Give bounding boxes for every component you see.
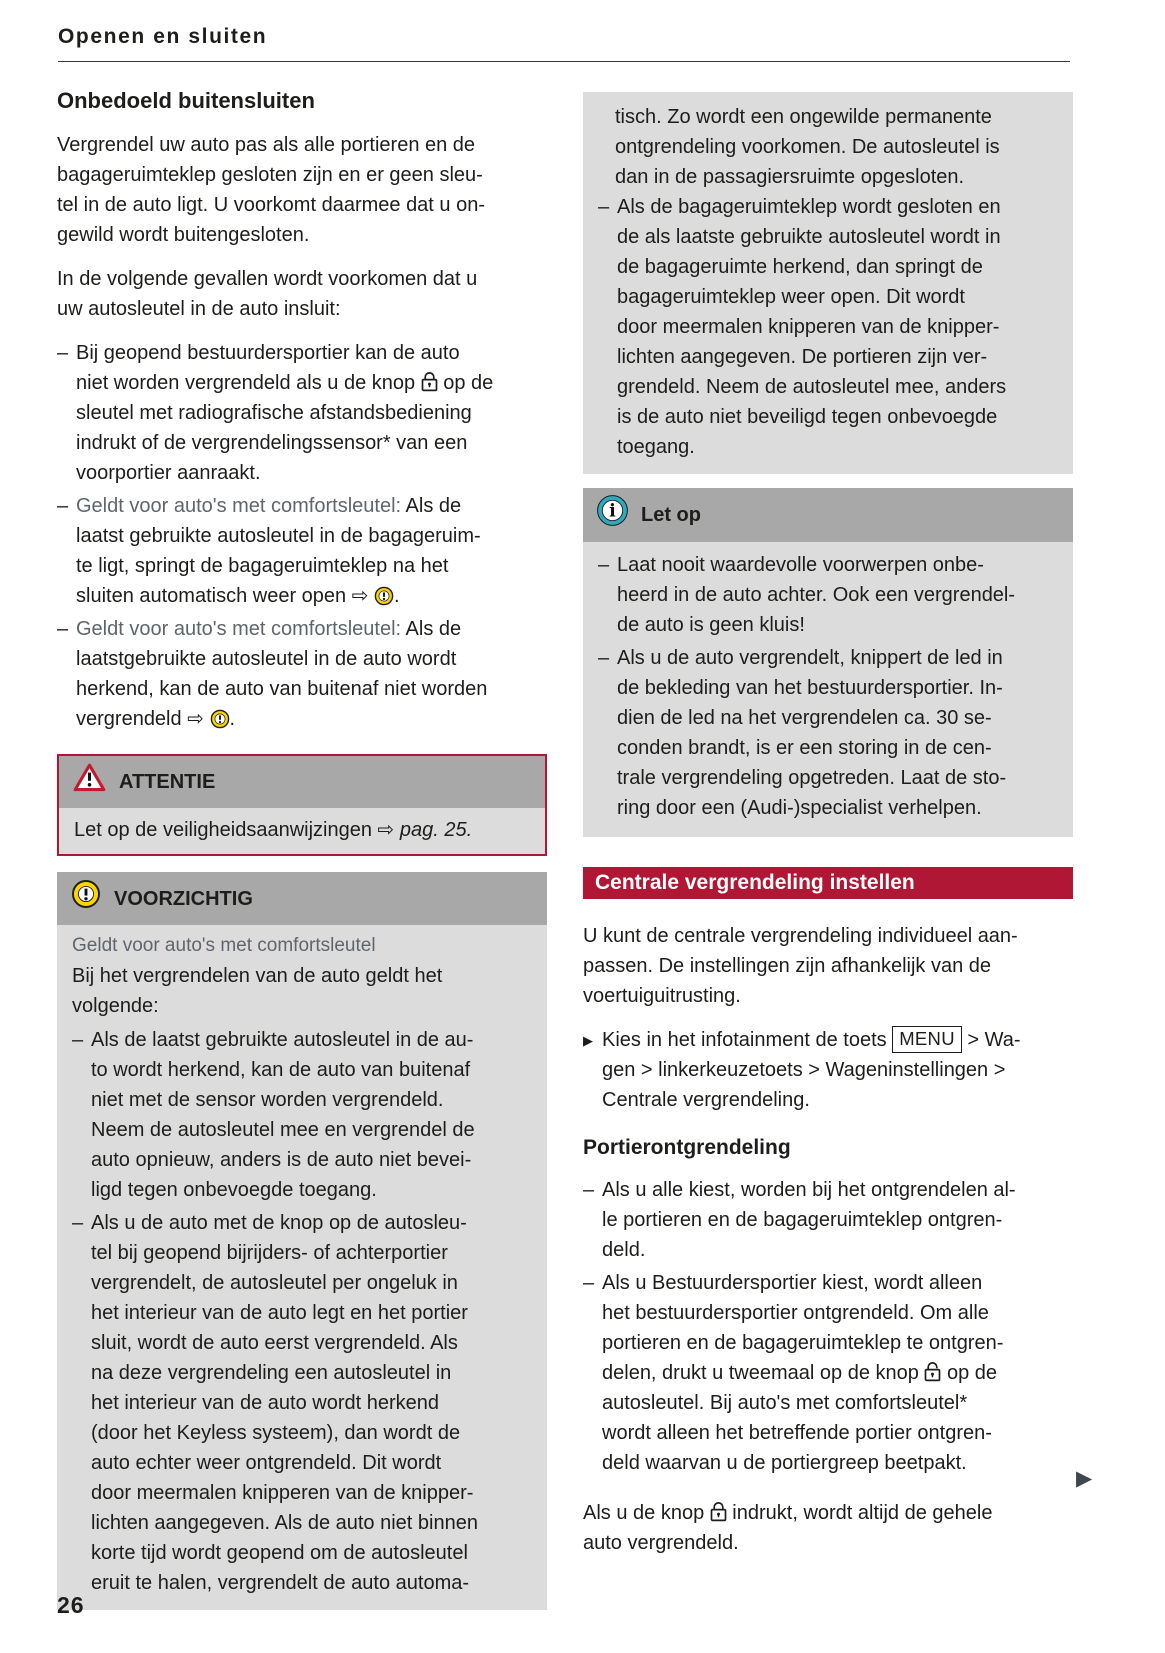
right-column bbox=[583, 92, 1073, 1572]
left-column bbox=[57, 88, 547, 1626]
paragraph: Bij het vergrendelen van de auto geldt het volgende: bbox=[72, 965, 443, 1017]
list-item-text: Als u alle kiest, worden bij het ontgrendelen al- le portieren en de bagageruimteklep ontgren- deld. bbox=[602, 1179, 1016, 1261]
list-item bbox=[583, 1175, 1073, 1265]
attention-box bbox=[57, 754, 547, 856]
caution-subtitle: Geldt voor auto's met comfortsleutel bbox=[72, 935, 376, 956]
closed-lock-icon bbox=[710, 1501, 727, 1522]
bullet-list bbox=[598, 550, 1058, 823]
list-item bbox=[583, 1268, 1073, 1478]
attention-title: ATTENTIE bbox=[119, 771, 216, 793]
info-icon bbox=[597, 495, 628, 535]
list-item-text: Geldt voor auto's met comfortsleutel: Als de laatst gebruikte autosleutel in de bagageruim- te ligt, springt de bagageruimteklep na het sluiten automatisch weer open ⇨ . bbox=[76, 495, 481, 607]
list-item-text: Als u de auto vergrendelt, knippert de led in de bekleding van het bestuurdersportier. In- dien de led na het vergrendelen ca. 30 se- conden brandt, is er een storing in de cen- trale vergrendeling opgetreden. Laat de sto- ring door een (Audi-)specialist verhelpen. bbox=[617, 647, 1007, 819]
attention-header bbox=[59, 756, 545, 808]
note-title: Let op bbox=[641, 504, 701, 526]
bullet-marker: – bbox=[72, 1029, 84, 1051]
bullet-list bbox=[72, 1025, 532, 1598]
bullet-marker: – bbox=[583, 1179, 595, 1201]
bullet-marker: – bbox=[598, 554, 610, 576]
warning-icon bbox=[210, 709, 230, 729]
caution-continued-box bbox=[583, 92, 1073, 474]
page-number: 26 bbox=[57, 1592, 85, 1618]
list-item bbox=[583, 1025, 1073, 1115]
caution-body bbox=[57, 925, 547, 1610]
list-item bbox=[598, 550, 1058, 640]
bullet-marker: – bbox=[598, 647, 610, 669]
bullet-marker: – bbox=[598, 196, 610, 218]
section-title: Onbedoeld buitensluiten bbox=[57, 88, 315, 113]
chapter-title: Openen en sluiten bbox=[58, 25, 268, 48]
list-item bbox=[57, 491, 547, 611]
step-list bbox=[583, 1025, 1073, 1115]
list-item-text: Als de laatst gebruikte autosleutel in de au- to wordt herkend, kan de auto van buitenaf niet met de sensor worden vergrendeld. Neem de autosleutel mee en vergrendel de auto opnieuw, anders is de auto niet bevei- ligd tegen onbevoegde toegang. bbox=[91, 1029, 475, 1201]
list-item-text: Kies in het infotainment de toets MENU > Wa- gen > linkerkeuzetoets > Wageninstellingen > Centrale vergrendeling. bbox=[602, 1028, 1021, 1111]
bullet-list bbox=[583, 1175, 1073, 1478]
bullet-marker: ▶ bbox=[583, 1033, 593, 1048]
open-lock-icon bbox=[924, 1361, 941, 1382]
list-item bbox=[57, 614, 547, 734]
list-item bbox=[72, 1208, 532, 1598]
list-item-text: Geldt voor auto's met comfortsleutel: Als de laatstgebruikte autosleutel in de auto wordt herkend, kan de auto van buitenaf niet worden vergrendeld ⇨ . bbox=[76, 618, 488, 730]
paragraph: U kunt de centrale vergrendeling individueel aan- passen. De instellingen zijn afhankelijk van de voertuiguitrusting. bbox=[583, 925, 1018, 1007]
list-item-text: Als u de auto met de knop op de autosleu- tel bij geopend bijrijders- of achterportier vergrendelt, de autosleutel per ongeluk in het interieur van de auto legt en het portier sluit, wordt de auto eerst vergrendeld. Als na deze vergrendeling een autosleutel in het interieur van de auto wordt herkend (door het Keyless systeem), dan wordt de auto echter weer ontgrendeld. Dit wordt door meermalen knipperen van de knipper- lichten aangegeven. Als de auto niet binnen korte tijd wordt geopend om de autosleutel eruit te halen, vergrendelt de auto automa- bbox=[91, 1212, 478, 1594]
bullet-marker: – bbox=[57, 495, 69, 517]
list-item-text: Laat nooit waardevolle voorwerpen onbe- heerd in de auto achter. Ook een vergrendel- de auto is geen kluis! bbox=[617, 554, 1016, 636]
paragraph: tisch. Zo wordt een ongewilde permanente ontgrendeling voorkomen. De autosleutel is dan in de passagiersruimte opgesloten. bbox=[615, 106, 1000, 188]
svg-text:i: i bbox=[609, 501, 616, 522]
paragraph: In de volgende gevallen wordt voorkomen dat u uw autosleutel in de auto insluit: bbox=[57, 268, 478, 320]
bullet-marker: – bbox=[583, 1272, 595, 1294]
bullet-marker: – bbox=[72, 1212, 84, 1234]
continuation-icon: ▶ bbox=[1076, 1467, 1093, 1490]
attention-body: Let op de veiligheidsaanwijzingen ⇨ pag. 25. bbox=[74, 819, 473, 841]
note-body bbox=[583, 542, 1073, 837]
caution-title: VOORZICHTIG bbox=[114, 887, 253, 910]
list-item-text: Bij geopend bestuurdersportier kan de auto niet worden vergrendeld als u de knop op de sleutel met radiografische afstandsbediening indrukt of de vergrendelingssensor* van een voorportier aanraakt. bbox=[76, 342, 494, 484]
list-item-text: Als u Bestuurdersportier kiest, wordt alleen het bestuurdersportier ontgrendeld. Om alle portieren en de bagageruimteklep te ontgren- delen, drukt u tweemaal op de knop op de autosleutel. Bij auto's met comfortsleutel* wordt alleen het betreffende portier ontgren- deld waarvan u de portiergreep beetpakt. bbox=[602, 1272, 1004, 1474]
subsection-title: Portierontgrendeling bbox=[583, 1136, 791, 1159]
note-box bbox=[583, 488, 1073, 837]
list-item bbox=[598, 643, 1058, 823]
paragraph: Vergrendel uw auto pas als alle portieren en de bagageruimteklep gesloten zijn en er geen sleu- tel in de auto ligt. U voorkomt daarmee dat u on- gewild wordt buitengesloten. bbox=[57, 134, 486, 246]
paragraph: Als u de knop indrukt, wordt altijd de gehele auto vergrendeld. bbox=[583, 1502, 993, 1554]
bullet-list bbox=[57, 338, 547, 734]
bullet-marker: – bbox=[57, 342, 69, 364]
closed-lock-icon bbox=[421, 371, 438, 392]
list-item bbox=[598, 192, 1058, 462]
caution-box bbox=[57, 872, 547, 1610]
note-header bbox=[583, 488, 1073, 542]
warning-triangle-icon bbox=[73, 763, 106, 801]
list-item bbox=[72, 1025, 532, 1205]
header-rule bbox=[58, 61, 1070, 62]
menu-key: MENU bbox=[892, 1026, 962, 1053]
list-item-text: Als de bagageruimteklep wordt gesloten en de als laatste gebruikte autosleutel wordt in de bagageruimte herkend, dan springt de bagageruimteklep weer open. Dit wordt door meermalen knipperen van de knipper- lichten aangegeven. De portieren zijn ver- grendeld. Neem de autosleutel mee, anders is de auto niet beveiligd tegen onbevoegde toegang. bbox=[617, 196, 1007, 458]
caution-icon bbox=[71, 879, 101, 918]
bullet-list bbox=[598, 192, 1058, 462]
section-header-bar: Centrale vergrendeling instellen bbox=[583, 867, 1073, 899]
list-item bbox=[57, 338, 547, 488]
bullet-marker: – bbox=[57, 618, 69, 640]
caution-header bbox=[57, 872, 547, 925]
warning-icon bbox=[374, 586, 394, 606]
